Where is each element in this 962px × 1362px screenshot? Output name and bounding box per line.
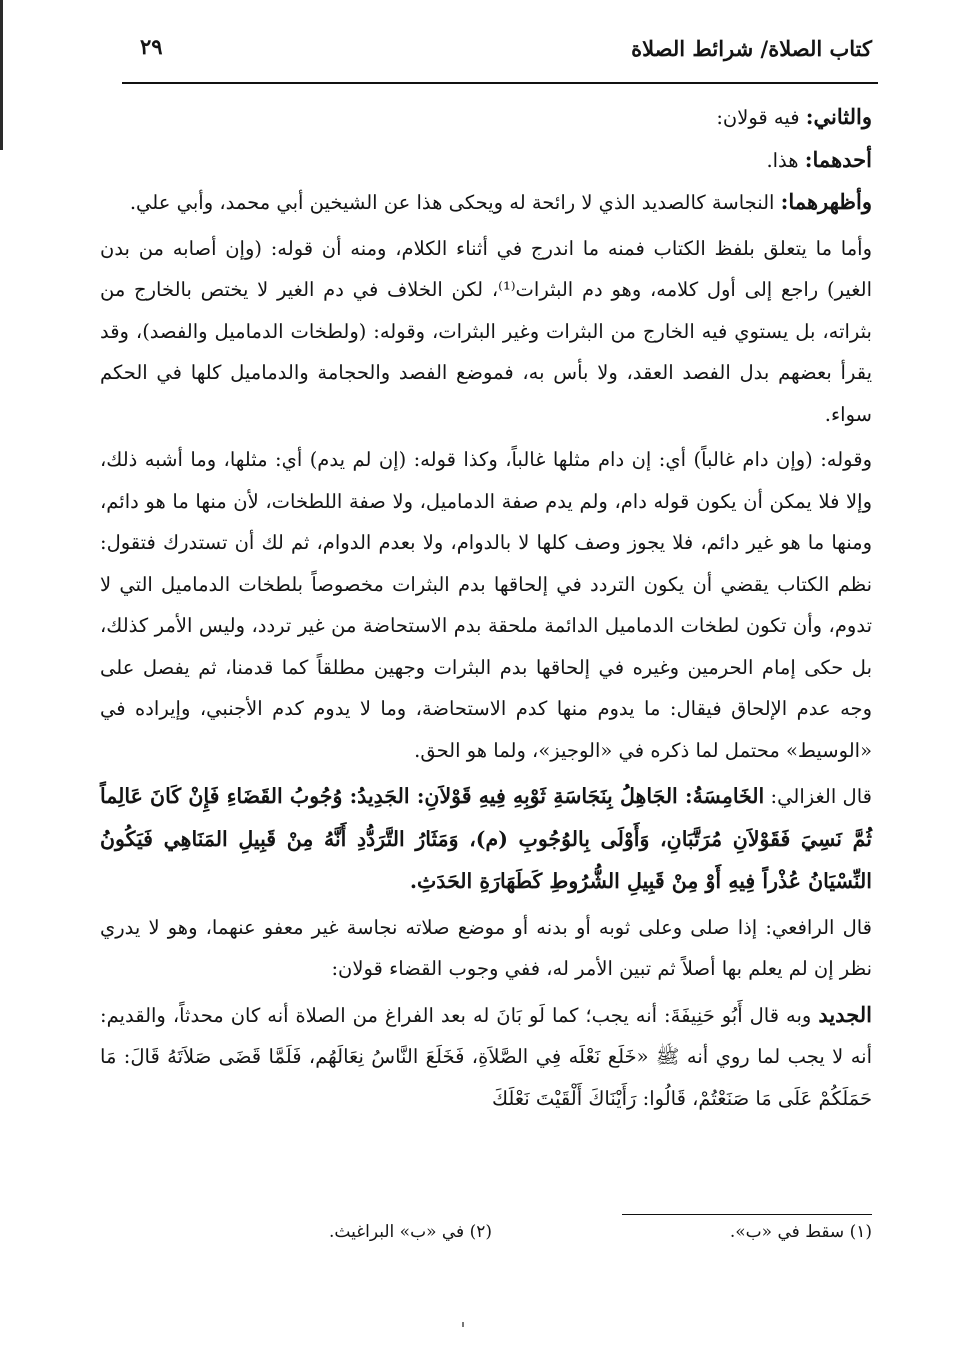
paragraph-lead: أحدهما: — [804, 146, 872, 172]
ghazali-intro: قال الغزالي: — [764, 785, 872, 808]
footnote-1: (١) سقط في «ب». — [729, 1222, 872, 1242]
footnote-2: (٢) في «ب» البراغيث. — [329, 1222, 492, 1242]
scan-dot-mark — [462, 1322, 464, 1327]
main-text — [100, 96, 872, 1119]
paragraph-wording-commentary: وأما ما يتعلق بلفظ الكتاب فمنه ما اندرج في أثناء الكلام، ومنه أن قوله: (وإن أصابه من بدن الغير) راجع إلى أول كلامه، وهو دم البثرات⁽¹⁾، لكن الخلاف في دم الغير لا يختص بالخارج من بثراته، بل يستوي فيه الخارج من البثرات وغير البثرات، وقوله: (ولطخات الدماميل والفصد)، وقد يقرأ بعضهم بدل الفصد العقد، ولا بأس به، فموضع الفصد والحجامة والدماميل كلها في الحكم سواء. — [100, 236, 872, 426]
paragraph-text: هذا. — [766, 148, 805, 172]
paragraph-lead: والثاني: — [805, 104, 872, 129]
paragraph-rafii-commentary: قال الرافعي: إذا صلى وعلى ثوبه أو بدنه أو موضع صلاته نجاسة غير معفو عنهما، وهو لا يدري نظر إن لم يعلم بها أصلاً ثم تبين الأمر له، ففي وجوب القضاء قولان: — [100, 915, 872, 980]
footnotes — [260, 1222, 872, 1254]
paragraph-first-of-two — [100, 139, 872, 182]
paragraph-lead: الجديد — [818, 1001, 872, 1027]
page-number: ٢٩ — [140, 34, 163, 59]
running-title: كتاب الصلاة/ شرائط الصلاة — [631, 36, 872, 61]
paragraph-second-view — [100, 96, 872, 139]
page-header — [130, 30, 872, 74]
ghazali-matn: الخَامِسَةُ: الجَاهِلُ بِنَجَاسَةِ ثَوْبِهِ فِيهِ قَوْلاَنِ: الجَدِيدُ: وُجُوبُ القَضَاءِ فَإِنْ كَانَ عَالِماً ثُمَّ نَسِيَ فَقَوْلاَنِ مُرَتَّبَانِ، وَأَوْلَى بِالوُجُوبِ (م)، وَمَثَارُ التَّرَدُّدِ أَنَّهُ مِنْ قَبِيلِ المَنَاهِي فَيَكُونُ النِّسْيَانُ عُذْراً فِيهِ أَوْ مِنْ قَبِيلِ الشُّرُوطِ كَطَهَارَةِ الحَدَثِ. — [100, 784, 872, 893]
paragraph-ghazali-text — [100, 775, 872, 903]
footnote-rule — [622, 1214, 872, 1215]
paragraph-most-apparent — [100, 181, 872, 224]
paragraph-duration-commentary: وقوله: (وإن دام غالباً) أي: إن دام مثلها غالباً، وكذا قوله: (إن لم يدم) أي: مثلها، وما أشبه ذلك، وإلا فلا يمكن أن يكون قوله دام، ولم يدم صفة الدماميل، ولا صفة اللطخات، لأن منها ما هو دائم، ومنها ما هو غير دائم، فلا يجوز وصف كلها لا بالدوام، ولا بعدم الدوام، ثم لك أن تستدرك فتقول: نظم الكتاب يقضي أن يكون التردد في إلحاقها بدم البثرات مخصوصاً بلطخات الدماميل التي لا تدوم، وأن تكون لطخات الدماميل الدائمة ملحقة بدم الاستحاضة من غير تردد، وليس الأمر كذلك، بل حكى إمام الحرمين وغيره في إلحاقها بدم البثرات وجهين مطلقاً كما قدمنا، ثم يفصل على وجه عدم الإلحاق فيقال: ما يدوم منها كدم الاستحاضة، وما لا يدوم كدم الأجنبي، وإيراده في «الوسيط» محتمل لما ذكره في «الوجيز»، ولما هو الحق. — [100, 448, 872, 762]
header-rule — [122, 82, 878, 84]
paragraph-text: وبه قال أَبُو حَنِيفَةَ: أنه يجب؛ كما لَو بَانَ له بعد الفراغ من الصلاة أنه كان محدثاً، والقديم: أنه لا يجب لما روي أنه ﷺ «خَلَع نَعْلَه فِي الصَّلاَةِ، فَخَلَعَ النَّاسُ نِعَالَهُم، فَلَمَّا قَضَى صَلاَتَهُ قَالَ: مَا حَمَلَكُمْ عَلَى مَا صَنَعْتُمْ، قَالُوا: رَأَيْنَاكَ أَلْقَيْتَ نَعْلَكَ — [100, 1003, 872, 1110]
scan-edge-mark — [0, 0, 3, 150]
paragraph-text: فيه قولان: — [716, 106, 806, 129]
paragraph-text: النجاسة كالصديد الذي لا رائحة له ويحكى هذا عن الشيخين أبي محمد، وأبي علي. — [129, 191, 781, 214]
paragraph-lead: وأظهرهما: — [780, 189, 872, 214]
paragraph-new-view — [100, 994, 872, 1120]
